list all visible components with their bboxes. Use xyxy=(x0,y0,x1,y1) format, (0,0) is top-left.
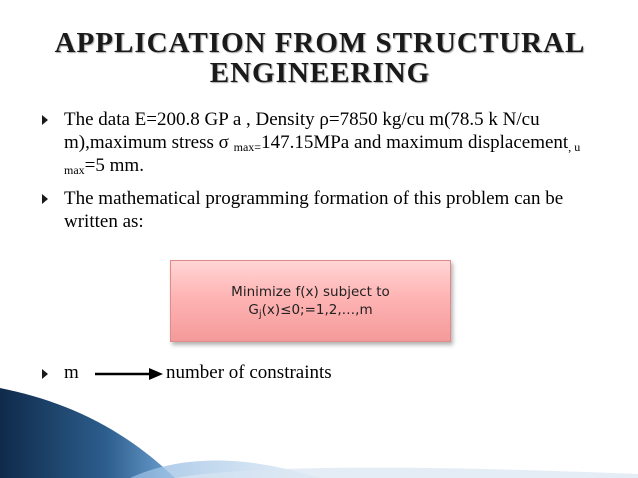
formula-subscript-j: j xyxy=(258,309,262,320)
formula-line-1: Minimize f(x) subject to xyxy=(231,284,390,300)
subscript-comma: , u xyxy=(568,140,581,154)
legend-description: number of constraints xyxy=(166,362,332,383)
bullet-text: The data E=200.8 GP a , Density ρ=7850 kg/cu m(78.5 k N/cu m),maximum stress σ $_{max=}$147.15MPa and maximum displacement$_{, u}$ $_{max}$=5 mm. xyxy=(64,109,581,177)
bullet-text: The mathematical programming formation of this problem can be written as: xyxy=(64,188,564,232)
subscript-max-eq: max= xyxy=(233,140,262,154)
subscript-max: max xyxy=(64,163,85,177)
title-line-1: APPLICATION FROM STRUCTURAL xyxy=(54,27,586,59)
formula-box xyxy=(170,260,451,342)
title-line-2: ENGINEERING xyxy=(209,57,431,89)
footer-swoosh-decoration xyxy=(0,370,638,478)
bullet-arrow-icon xyxy=(42,194,48,204)
formula-line-2: $G_j(x)\le 0;=1,2,\dots,m$ xyxy=(248,302,373,320)
slide-title xyxy=(40,28,600,88)
legend-term: m xyxy=(64,362,79,383)
bullet-arrow-icon xyxy=(42,115,48,125)
